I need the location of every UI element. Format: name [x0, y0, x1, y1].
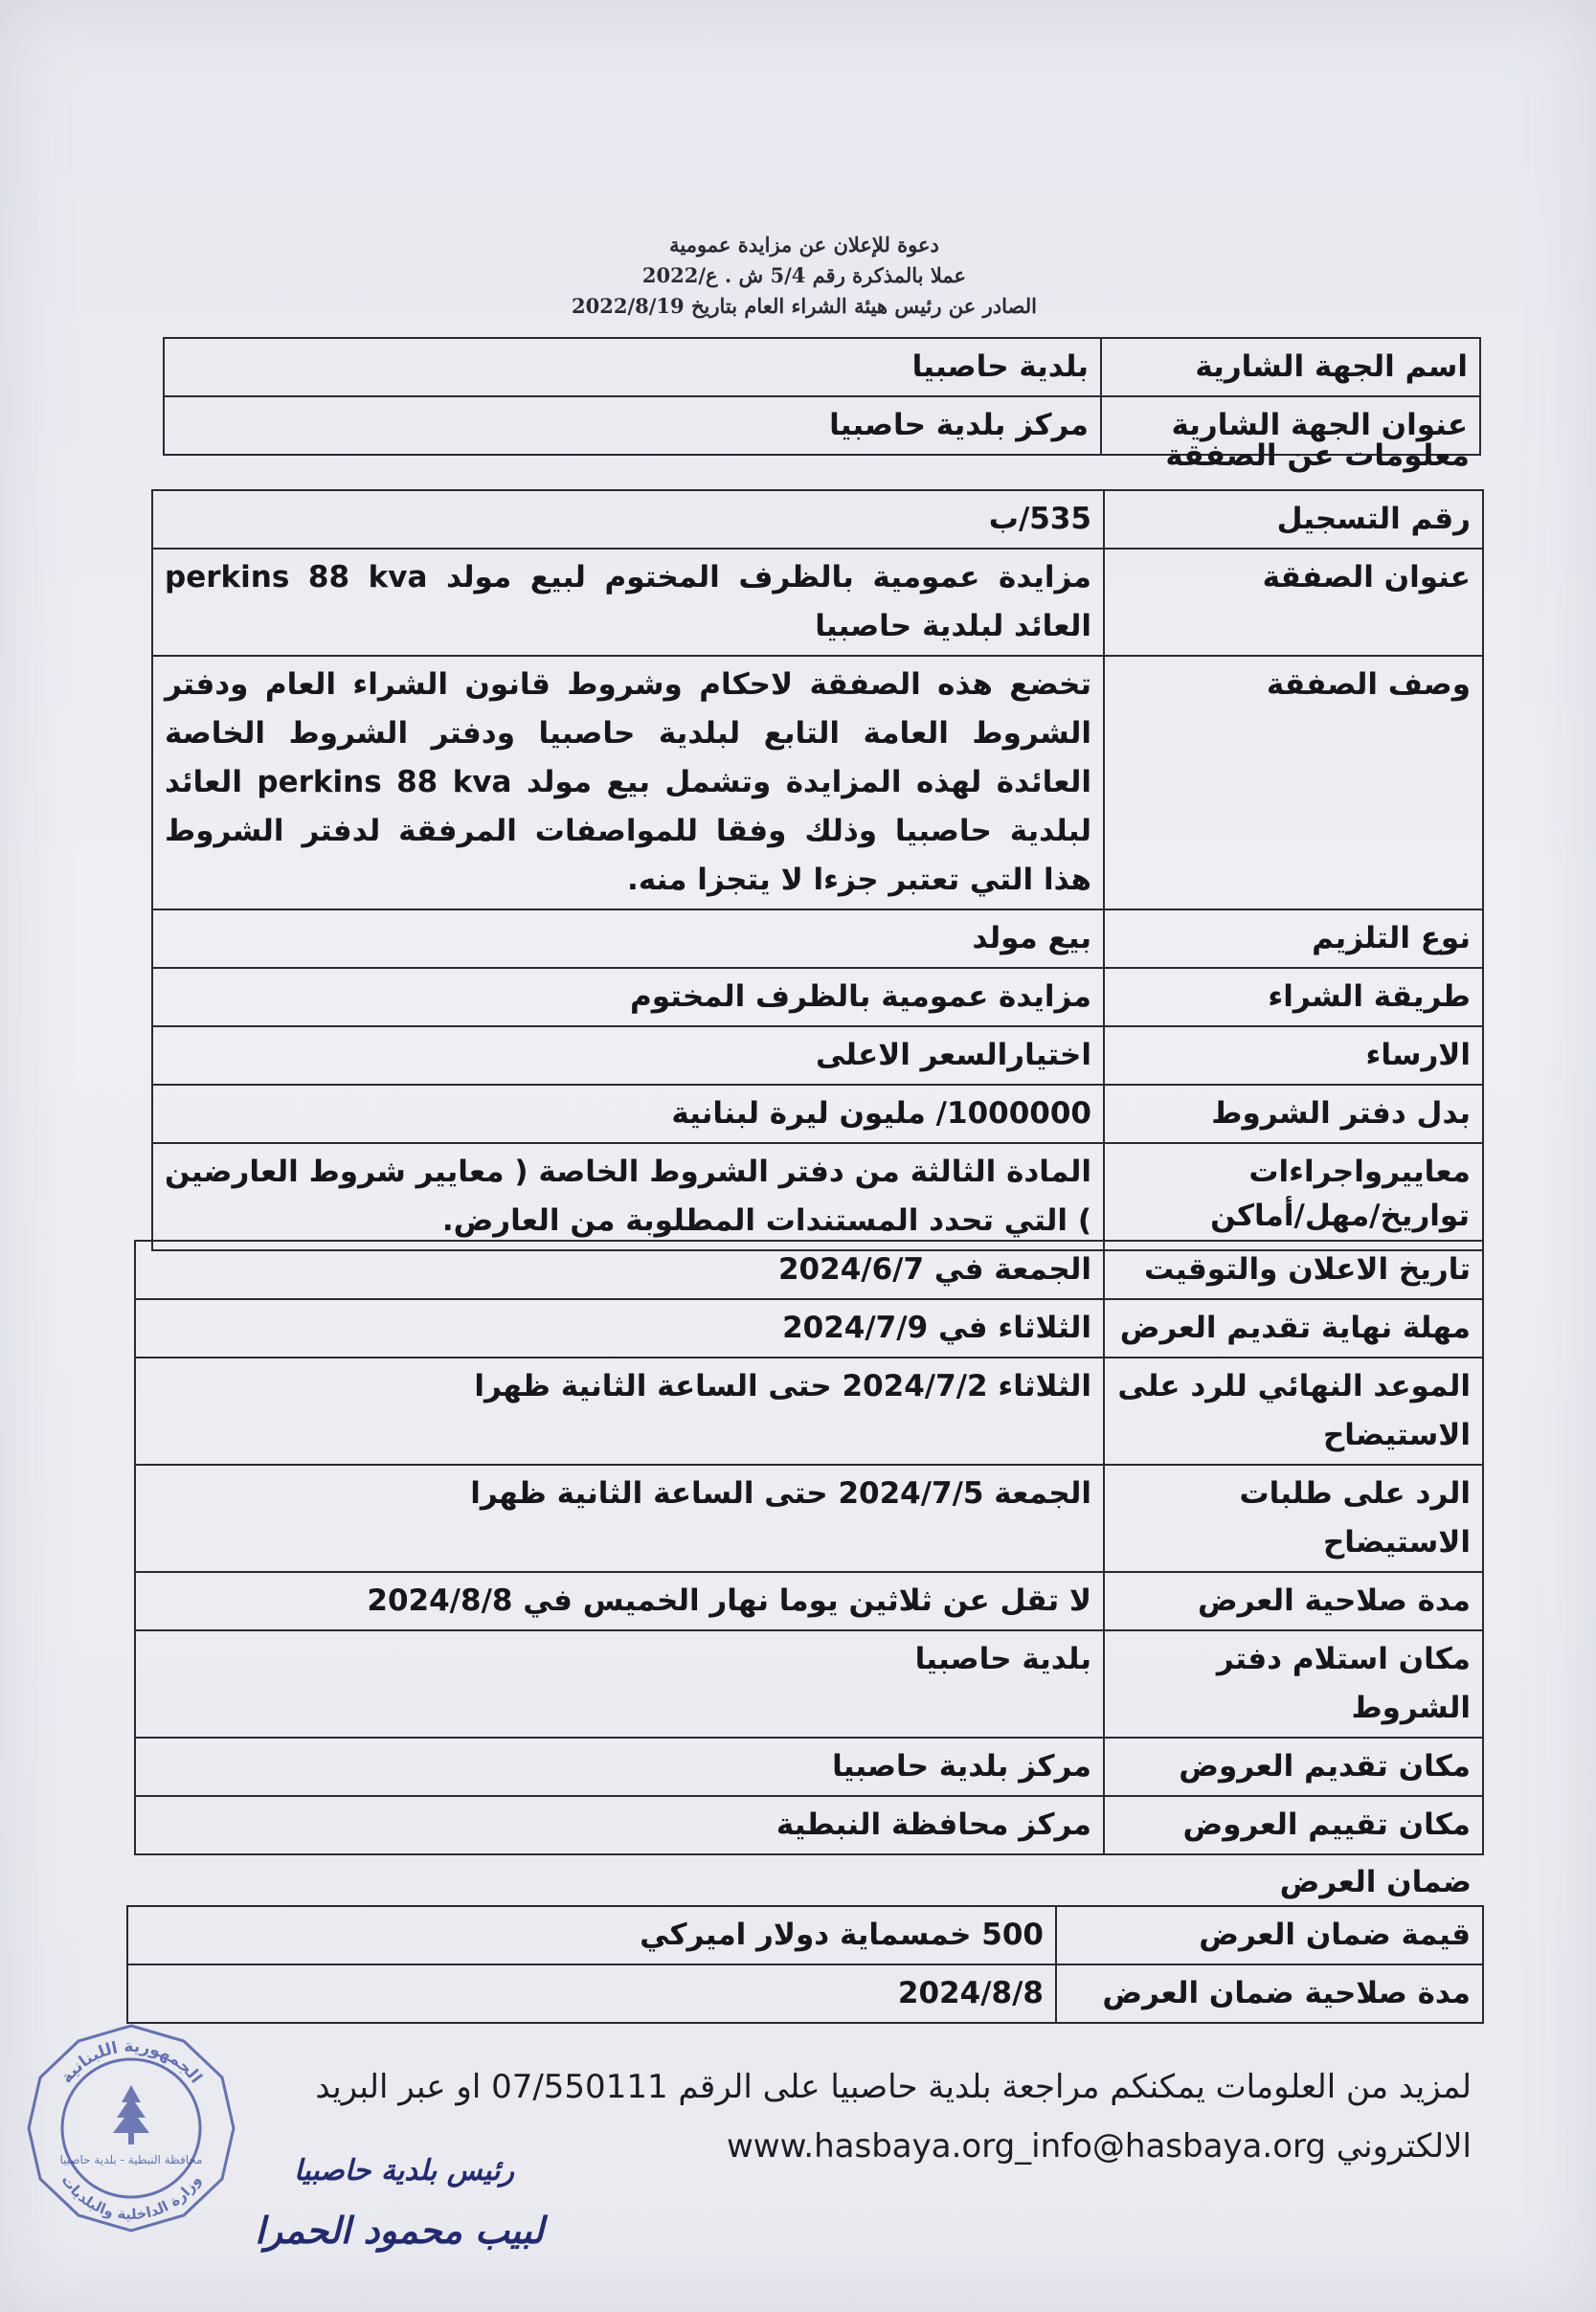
dates-value: الجمعة 2024/7/5 حتى الساعة الثانية ظهرا [135, 1465, 1104, 1572]
buyer-name-value: بلدية حاصبيا [164, 338, 1101, 396]
deal-value: 1000000/ مليون ليرة لبنانية [152, 1085, 1104, 1143]
stamp-bottom-text: وزارة الداخلية والبلديات [57, 2171, 205, 2224]
svg-text:الجمهورية اللبنانية [57, 2037, 206, 2087]
guarantee-value: 2024/8/8 [127, 1964, 1056, 2023]
header-title: دعوة للإعلان عن مزايدة عمومية [669, 233, 939, 257]
dates-section-title: تواريخ/مهل/أماكن [1210, 1199, 1470, 1233]
deal-label: وصف الصفقة [1104, 656, 1483, 909]
table-row [152, 656, 1483, 909]
table-row [152, 968, 1483, 1026]
guarantee-label: قيمة ضمان العرض [1056, 1906, 1483, 1964]
dates-label: مكان استلام دفتر الشروط [1104, 1630, 1483, 1738]
dates-value: الثلاثاء 2024/7/2 حتى الساعة الثانية ظهرا [135, 1358, 1104, 1465]
table-row [152, 549, 1483, 656]
table-row [152, 1143, 1483, 1250]
dates-value: مركز بلدية حاصبيا [135, 1738, 1104, 1796]
table-row [152, 909, 1483, 968]
dates-label: مدة صلاحية العرض [1104, 1572, 1483, 1630]
dates-label: مكان تقييم العروض [1104, 1796, 1483, 1854]
deal-value: 535/ب [152, 490, 1104, 549]
table-row [164, 338, 1480, 396]
guarantee-value: 500 خمسماية دولار اميركي [127, 1906, 1056, 1964]
dates-label: مهلة نهاية تقديم العرض [1104, 1299, 1483, 1358]
guarantee-label: مدة صلاحية ضمان العرض [1056, 1964, 1483, 2023]
table-row [135, 1358, 1483, 1465]
table-row [135, 1796, 1483, 1854]
dates-value: بلدية حاصبيا [135, 1630, 1104, 1738]
document-header [498, 230, 1111, 322]
signature-name: لبيب محمود الحمرا [255, 2210, 544, 2252]
stamp-inner-text: محافظة النبطية - بلدية حاصبيا [59, 2153, 203, 2166]
deal-label: بدل دفتر الشروط [1104, 1085, 1483, 1143]
deal-label: الارساء [1104, 1026, 1483, 1085]
deal-table [151, 489, 1484, 1251]
dates-value: مركز محافظة النبطية [135, 1796, 1104, 1854]
table-row [135, 1630, 1483, 1738]
table-row [152, 490, 1483, 549]
buyer-address-label: عنوان الجهة الشارية [1101, 396, 1480, 455]
dates-value: الثلاثاء في 2024/7/9 [135, 1299, 1104, 1358]
stamp-top-text: الجمهورية اللبنانية [56, 2036, 206, 2088]
header-issuer: الصادر عن رئيس هيئة الشراء العام بتاريخ 2022/8/19 [572, 294, 1037, 318]
table-row [152, 1085, 1483, 1143]
deal-section-title: معلومات عن الصفقة [1165, 438, 1470, 473]
buyer-address-value: مركز بلدية حاصبيا [164, 396, 1101, 455]
deal-label: رقم التسجيل [1104, 490, 1483, 549]
footer-email-line: الالكتروني www.hasbaya.org_info@hasbaya.org [727, 2127, 1472, 2166]
deal-value: اختيارالسعر الاعلى [152, 1026, 1104, 1085]
header-memo-ref: عملا بالمذكرة رقم 5/4 ش . ع/2022 [641, 263, 967, 287]
guarantee-table [126, 1905, 1484, 2024]
table-row [135, 1465, 1483, 1572]
dates-value: لا تقل عن ثلاثين يوما نهار الخميس في 2024/8/8 [135, 1572, 1104, 1630]
deal-label: معاييرواجراءات [1104, 1143, 1483, 1250]
dates-table [134, 1240, 1484, 1855]
deal-value: بيع مولد [152, 909, 1104, 968]
table-row [135, 1241, 1483, 1299]
table-row [135, 1738, 1483, 1796]
table-row [135, 1299, 1483, 1358]
municipality-stamp-icon [21, 2018, 241, 2238]
dates-label: الرد على طلبات الاستيضاح [1104, 1465, 1483, 1572]
deal-label: عنوان الصفقة [1104, 549, 1483, 656]
footer-contact-line: لمزيد من العلومات يمكنكم مراجعة بلدية حاصبيا على الرقم 07/550111 او عبر البريد [315, 2068, 1472, 2106]
signature-title: رئيس بلدية حاصبيا [294, 2154, 514, 2188]
table-row [152, 1026, 1483, 1085]
deal-value: المادة الثالثة من دفتر الشروط الخاصة ( معايير شروط العارضين ) التي تحدد المستندات المطلوبة من العارض. [152, 1143, 1104, 1250]
dates-label: مكان تقديم العروض [1104, 1738, 1483, 1796]
deal-value: مزايدة عمومية بالظرف المختوم لبيع مولد perkins 88 kva العائد لبلدية حاصبيا [152, 549, 1104, 656]
deal-label: نوع التلزيم [1104, 909, 1483, 968]
deal-label: طريقة الشراء [1104, 968, 1483, 1026]
table-row [127, 1964, 1483, 2023]
deal-value: تخضع هذه الصفقة لاحكام وشروط قانون الشراء العام ودفتر الشروط العامة التابع لبلدية حاصبيا ودفتر الشروط الخاصة العائدة لهذه المزايدة وتشمل بيع مولد perkins 88 kva العائد لبلدية حاصبيا وذلك وفقا للمواصفات المرفقة لدفتر الشروط هذا التي تعتبر جزءا لا يتجزا منه. [152, 656, 1104, 909]
table-row [127, 1906, 1483, 1964]
guarantee-section-title: ضمان العرض [1279, 1865, 1472, 1899]
buyer-name-label: اسم الجهة الشارية [1101, 338, 1480, 396]
table-row [135, 1572, 1483, 1630]
dates-value: الجمعة في 2024/6/7 [135, 1241, 1104, 1299]
deal-value: مزايدة عمومية بالظرف المختوم [152, 968, 1104, 1026]
dates-label: تاريخ الاعلان والتوقيت [1104, 1241, 1483, 1299]
dates-label: الموعد النهائي للرد على الاستيضاح [1104, 1358, 1483, 1465]
